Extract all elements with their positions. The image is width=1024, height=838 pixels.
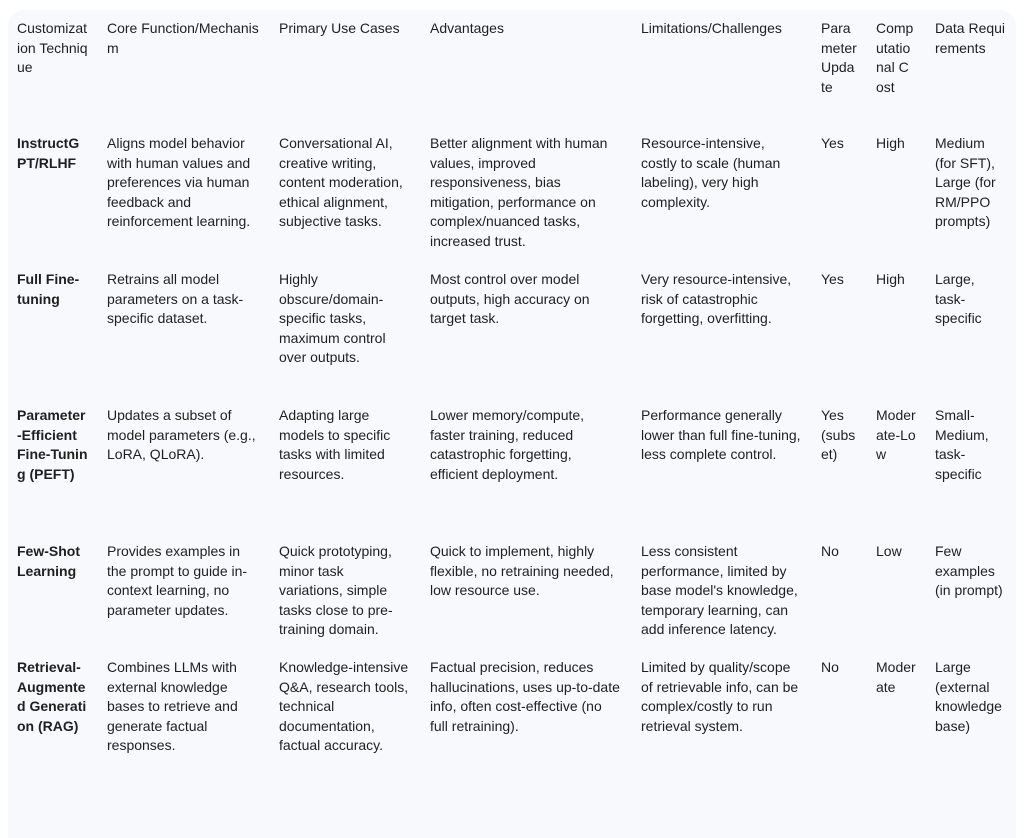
cell-advantages: Quick to implement, highly flexible, no retraining needed, low resource use. [430, 543, 614, 598]
cell-cost: Moderate [876, 659, 916, 695]
cell-technique: Retrieval-Augmented Generation (RAG) [17, 659, 87, 734]
cell-technique: InstructGPT/RLHF [17, 135, 80, 171]
cell-parameter-update: Yes (subset) [821, 407, 856, 462]
cell-use-cases: Quick prototyping, minor task variations, simple tasks close to pre-training domain. [279, 543, 393, 637]
header-advantages: Advantages [430, 20, 504, 36]
header-limitations: Limitations/Challenges [641, 20, 782, 36]
cell-limitations: Less consistent performance, limited by base model's knowledge, temporary learning, can add inference latency. [641, 543, 798, 637]
cell-data: Few examples (in prompt) [935, 543, 1003, 598]
cell-advantages: Lower memory/compute, faster training, reduced catastrophic forgetting, efficient deployment. [430, 407, 585, 482]
header-parameter-update: Parameter Update [821, 20, 857, 95]
cell-limitations: Limited by quality/scope of retrievable info, can be complex/costly to run retrieval system. [641, 659, 799, 734]
cell-mechanism: Combines LLMs with external knowledge bases to retrieve and generate factual responses. [107, 659, 238, 753]
cell-limitations: Performance generally lower than full fine-tuning, less complete control. [641, 407, 801, 462]
table-row [8, 262, 1016, 398]
customization-comparison-table [8, 10, 1016, 786]
table-row [8, 650, 1016, 786]
cell-mechanism: Provides examples in the prompt to guide in-context learning, no parameter updates. [107, 543, 248, 618]
cell-advantages: Factual precision, reduces hallucinations, uses up-to-date info, often cost-effective (no full retraining). [430, 659, 620, 734]
header-data-requirements: Data Requirements [935, 20, 1006, 56]
header-mechanism: Core Function/Mechanism [107, 20, 259, 56]
cell-data: Large, task-specific [935, 271, 982, 326]
cell-technique: Parameter-Efficient Fine-Tuning (PEFT) [17, 407, 88, 482]
cell-advantages: Most control over model outputs, high accuracy on target task. [430, 271, 590, 326]
comparison-table-panel [8, 10, 1016, 838]
cell-technique: Few-Shot Learning [17, 543, 80, 579]
table-row [8, 398, 1016, 534]
cell-parameter-update: No [821, 659, 839, 675]
cell-use-cases: Adapting large models to specific tasks with limited resources. [279, 407, 391, 482]
cell-cost: Low [876, 543, 902, 559]
cell-mechanism: Retrains all model parameters on a task-specific dataset. [107, 271, 244, 326]
cell-cost: High [876, 271, 905, 287]
cell-mechanism: Updates a subset of model parameters (e.g., LoRA, QLoRA). [107, 407, 256, 462]
table-row [8, 534, 1016, 650]
cell-advantages: Better alignment with human values, improved responsiveness, bias mitigation, performance on complex/nuanced tasks, increased trust. [430, 135, 608, 249]
cell-cost: High [876, 135, 905, 151]
cell-use-cases: Knowledge-intensive Q&A, research tools, technical documentation, factual accuracy. [279, 659, 409, 753]
cell-parameter-update: Yes [821, 271, 844, 287]
cell-mechanism: Aligns model behavior with human values and preferences via human feedback and reinforcement learning. [107, 135, 251, 229]
cell-data: Small-Medium, task-specific [935, 407, 989, 482]
cell-use-cases: Highly obscure/domain-specific tasks, maximum control over outputs. [279, 271, 386, 365]
cell-limitations: Resource-intensive, costly to scale (human labeling), very high complexity. [641, 135, 781, 210]
header-row [8, 10, 1016, 126]
header-use-cases: Primary Use Cases [279, 20, 400, 36]
cell-parameter-update: Yes [821, 135, 844, 151]
table-row [8, 126, 1016, 262]
header-computational-cost: Computational Cost [876, 20, 914, 95]
cell-cost: Moderate-Low [876, 407, 916, 462]
cell-use-cases: Conversational AI, creative writing, content moderation, ethical alignment, subjective tasks. [279, 135, 403, 229]
header-technique: Customization Technique [17, 20, 88, 75]
cell-parameter-update: No [821, 543, 839, 559]
cell-technique: Full Fine-tuning [17, 271, 80, 307]
table-header [8, 10, 1016, 126]
cell-data: Large (external knowledge base) [935, 659, 1002, 734]
cell-limitations: Very resource-intensive, risk of catastrophic forgetting, overfitting. [641, 271, 792, 326]
cell-data: Medium (for SFT), Large (for RM/PPO prompts) [935, 135, 996, 229]
